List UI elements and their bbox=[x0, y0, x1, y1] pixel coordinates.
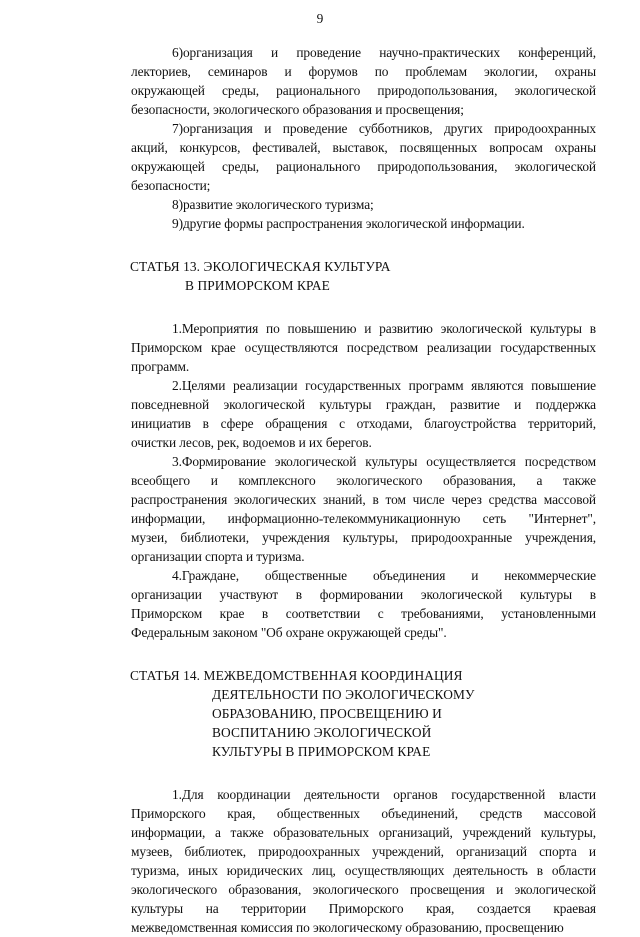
list-item-line: окружающей среды, рационального природопользования, экологической bbox=[131, 83, 596, 98]
list-item-line: 9)другие формы распространения экологической информации. bbox=[172, 216, 525, 231]
article-14-paragraph bbox=[90, 785, 596, 937]
article-14-line: экологического образования, экологического просвещения и экологической bbox=[131, 882, 596, 897]
article-14-body bbox=[90, 785, 596, 937]
list-item-paragraph bbox=[90, 43, 596, 119]
article-14-heading-line: СТАТЬЯ 14. МЕЖВЕДОМСТВЕННАЯ КООРДИНАЦИЯ bbox=[130, 668, 463, 683]
article-13-line: повседневной экологической культуры граждан, развитие и поддержка bbox=[131, 397, 596, 412]
page-content bbox=[90, 43, 596, 937]
article-13-line: музеи, библиотеки, учреждения культуры, природоохранные учреждения, bbox=[131, 530, 596, 545]
article-14-line: музеев, библиотек, природоохранных учреждений, организаций спорта и bbox=[131, 844, 596, 859]
article-13-line: инициатив в сфере обращения с отходами, благоустройства территорий, bbox=[131, 416, 596, 431]
article-13-line: распространения экологических знаний, в том числе через средства массовой bbox=[131, 492, 596, 507]
article-13-heading bbox=[90, 257, 596, 295]
article-13-line: Приморском крае осуществляются посредством реализации государственных bbox=[131, 340, 596, 355]
article-13-line: организации участвуют в формировании экологической культуры в bbox=[131, 587, 596, 602]
article-13-line: 1.Мероприятия по повышению и развитию экологической культуры в bbox=[172, 321, 596, 336]
article-13-line: Приморском крае в соответствии с требованиями, установленными bbox=[131, 606, 596, 621]
article-13-body bbox=[90, 319, 596, 642]
article-13-line: 2.Целями реализации государственных программ являются повышение bbox=[172, 378, 596, 393]
article-14-line: Приморского края, общественных объединений, средств массовой bbox=[131, 806, 596, 821]
list-item-line: 8)развитие экологического туризма; bbox=[172, 197, 374, 212]
list-item-paragraph bbox=[90, 195, 596, 214]
list-item-line: акций, конкурсов, фестивалей, выставок, посвященных вопросам охраны bbox=[131, 140, 596, 155]
article-14-heading-line: ДЕЯТЕЛЬНОСТИ ПО ЭКОЛОГИЧЕСКОМУ bbox=[212, 687, 475, 702]
article-13-line: Федеральным законом "Об охране окружающей среды". bbox=[131, 625, 447, 640]
list-item-paragraph bbox=[90, 119, 596, 195]
article-13-line: информации, информационно-телекоммуникационную сеть "Интернет", bbox=[131, 511, 596, 526]
article-14-line: культуры на территории Приморского края, создается краевая bbox=[131, 901, 596, 916]
article-14-line: туризма, иных юридических лиц, осуществляющих деятельность в области bbox=[131, 863, 596, 878]
article-13-paragraph bbox=[90, 452, 596, 566]
article-13-line: программ. bbox=[131, 359, 190, 374]
article-13-paragraph bbox=[90, 319, 596, 376]
article-14-line: межведомственная комиссия по экологическому образованию, просвещению bbox=[131, 920, 564, 935]
article-14-heading-line: ОБРАЗОВАНИЮ, ПРОСВЕЩЕНИЮ И bbox=[212, 706, 442, 721]
list-item-paragraph bbox=[90, 214, 596, 233]
list-item-line: 7)организация и проведение субботников, других природоохранных bbox=[172, 121, 596, 136]
list-item-line: лекториев, семинаров и форумов по проблемам экологии, охраны bbox=[131, 64, 596, 79]
list-item-line: безопасности, экологического образования и просвещения; bbox=[131, 102, 464, 117]
article-13-heading-line: СТАТЬЯ 13. ЭКОЛОГИЧЕСКАЯ КУЛЬТУРА bbox=[130, 259, 391, 274]
article-13-line: 3.Формирование экологической культуры осуществляется посредством bbox=[172, 454, 596, 469]
article-13-line: очистки лесов, рек, водоемов и их берегов. bbox=[131, 435, 372, 450]
article-13-heading-line: В ПРИМОРСКОМ КРАЕ bbox=[185, 278, 330, 293]
list-item-line: 6)организация и проведение научно-практических конференций, bbox=[172, 45, 596, 60]
article-14-heading bbox=[90, 666, 596, 761]
article-14-heading-line: ВОСПИТАНИЮ ЭКОЛОГИЧЕСКОЙ bbox=[212, 725, 432, 740]
list-item-line: окружающей среды, рационального природопользования, экологической bbox=[131, 159, 596, 174]
article-13-paragraph bbox=[90, 376, 596, 452]
article-13-line: организации спорта и туризма. bbox=[131, 549, 305, 564]
article-13-paragraph bbox=[90, 566, 596, 642]
list-items bbox=[90, 43, 596, 233]
list-item-line: безопасности; bbox=[131, 178, 211, 193]
article-13-line: 4.Граждане, общественные объединения и некоммерческие bbox=[172, 568, 596, 583]
article-14-line: информации, а также образовательных организаций, учреждений культуры, bbox=[131, 825, 596, 840]
article-13-line: всеобщего и комплексного экологического образования, а также bbox=[131, 473, 596, 488]
article-14-heading-line: КУЛЬТУРЫ В ПРИМОРСКОМ КРАЕ bbox=[212, 744, 431, 759]
article-14-line: 1.Для координации деятельности органов государственной власти bbox=[172, 787, 596, 802]
page-number: 9 bbox=[316, 11, 324, 26]
